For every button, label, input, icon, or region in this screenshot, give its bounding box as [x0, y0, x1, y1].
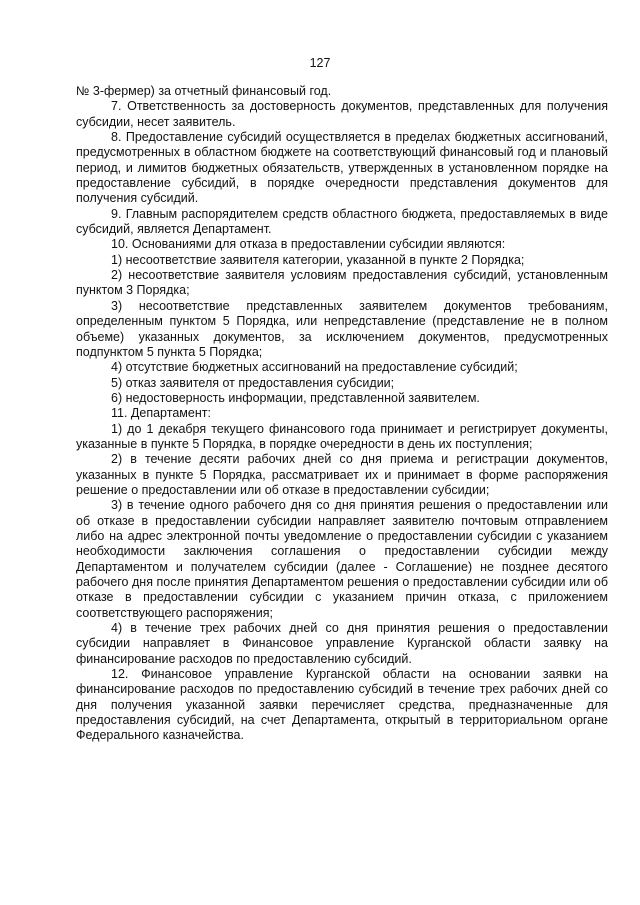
paragraph: 11. Департамент: [111, 406, 211, 421]
list-item: 1) до 1 декабря текущего финансового года принимает и регистрирует документы, указанные в пункте 5 Порядка, в порядке очередности в день их поступления; [76, 421, 608, 451]
list-item: 4) в течение трех рабочих дней со дня принятия решения о предоставлении субсидии направляет в Финансовое управление Курганской области заявку на финансирование расходов по предоставлению субсидий. [76, 621, 608, 666]
page-number: 127 [309, 56, 331, 70]
paragraph: 7. Ответственность за достоверность документов, представленных для получения субсидии, несет заявитель. [76, 99, 608, 129]
list-item: 3) несоответствие представленных заявителем документов требованиям, определенным пунктом 5 Порядка, или непредставление (представление не в полном объеме) указанных документов, за исключением документов, предусмотренных подпунктом 5 пункта 5 Порядка; [76, 298, 608, 359]
paragraph: 12. Финансовое управление Курганской области на основании заявки на финансирование расходов по предоставлению субсидий в течение трех рабочих дней со дня получения указанной заявки перечисляет средства, предназначенные для предоставления субсидий, на счет Департамента, открытый в территориальном органе Федерального казначейства. [76, 667, 608, 743]
list-item: 4) отсутствие бюджетных ассигнований на предоставление субсидий; [111, 360, 518, 375]
paragraph: 8. Предоставление субсидий осуществляется в пределах бюджетных ассигнований, предусмотренных в областном бюджете на соответствующий финансовый год и плановый период, и лимитов бюджетных обязательств, утвержденных в установленном порядке на предоставление субсидий, в порядке очередности представления документов для получения субсидий. [76, 130, 608, 206]
list-item: 2) несоответствие заявителя условиям предоставления субсидий, установленным пунктом 3 Порядка; [76, 268, 608, 298]
document-body [76, 84, 608, 744]
paragraph: 9. Главным распорядителем средств областного бюджета, предоставляемых в виде субсидий, является Департамент. [76, 206, 608, 237]
list-item: 2) в течение десяти рабочих дней со дня приема и регистрации документов, указанных в пункте 5 Порядка, рассматривает их и принимает в форме распоряжения решение о предоставлении или об отказе в предоставлении субсидии; [76, 452, 608, 497]
list-item: 1) несоответствие заявителя категории, указанной в пункте 2 Порядка; [111, 252, 525, 267]
paragraph: № 3-фермер) за отчетный финансовый год. [76, 84, 332, 98]
list-item: 5) отказ заявителя от предоставления субсидии; [111, 375, 395, 390]
list-item: 3) в течение одного рабочего дня со дня принятия решения о предоставлении или об отказе в предоставлении субсидии направляет заявителю почтовым отправлением либо на адрес электронной почты уведомление о предоставлении субсидии с указанием необходимости заключения соглашения о предоставлении субсидии между Департаментом и получателем субсидии (далее - Соглашение) не позднее десятого рабочего дня после принятия Департаментом решения о предоставлении субсидии или об отказе в предоставлении субсидии с указанием причин отказа, с приложением соответствующего распоряжения; [76, 498, 608, 620]
list-item: 6) недостоверность информации, представленной заявителем. [111, 390, 480, 405]
paragraph: 10. Основаниями для отказа в предоставлении субсидии являются: [111, 237, 506, 252]
